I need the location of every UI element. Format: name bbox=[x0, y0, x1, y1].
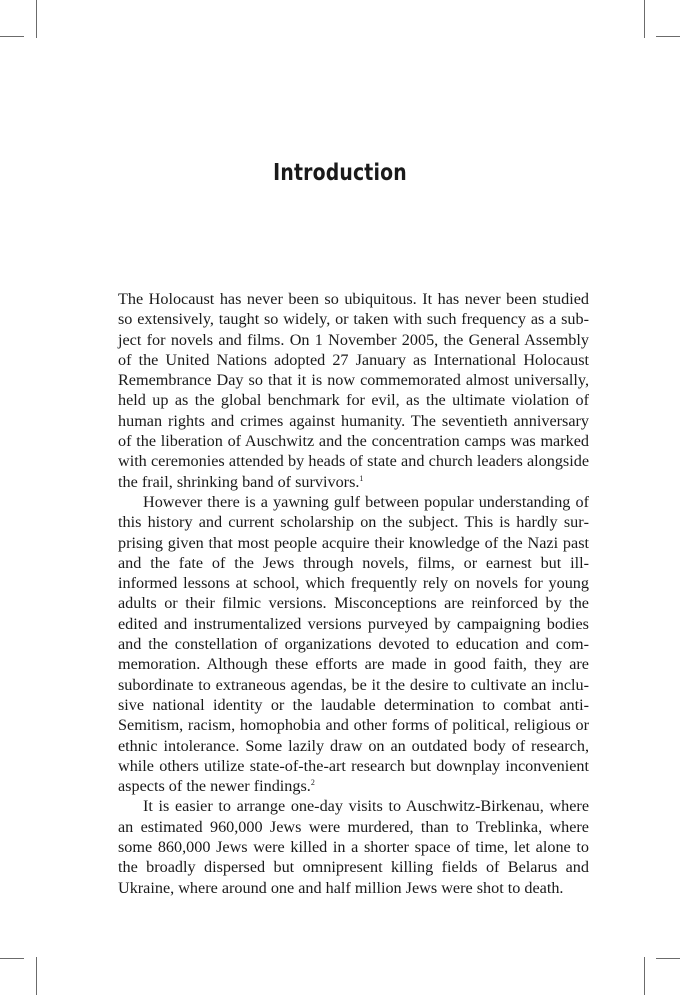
paragraph-3-text: It is easier to arrange one-day visits to Auschwitz-Birkenau, where an estimated 960,000 Jews were murdered, than to Treblinka, where some 860,000 Jews were killed in a shorter space of time, let alone to the broadly dispersed but omnipresent killing fields of Belarus and Ukraine, where around one and half million Jews were shot to death. bbox=[118, 797, 589, 897]
footnote-ref-1[interactable]: 1 bbox=[359, 473, 364, 483]
crop-mark-bottom-right-horizontal bbox=[656, 958, 680, 959]
body-text bbox=[118, 289, 589, 898]
crop-mark-bottom-right bbox=[644, 957, 645, 995]
footnote-ref-2[interactable]: 2 bbox=[310, 778, 315, 788]
paragraph-2-text: However there is a yawning gulf between popular understanding of this history and current scholarship on the subject. This is hardly surprising given that most people acquire their knowledge of the Nazi past and the fate of the Jews through novels, films, or earnest but ill-informed lessons at school, which frequently rely on novels for young adults or their filmic versions. Misconceptions are reinforced by the edited and instrumentalized versions purveyed by campaigning bodies and the constellation of organizations devoted to education and commemoration. Although these efforts are made in good faith, they are subordinate to extraneous agendas, be it the desire to cultivate an inclusive national identity or the laudable determination to combat anti-Semitism, racism, homophobia and other forms of political, religious or ethnic intolerance. Some lazily draw on an outdated body of research, while others utilize state-of-the-art research but downplay inconvenient aspects of the newer findings. bbox=[118, 492, 589, 796]
paragraph-2 bbox=[118, 492, 589, 796]
chapter-title: Introduction bbox=[273, 160, 407, 186]
paragraph-3 bbox=[118, 796, 589, 897]
crop-mark-top-right bbox=[644, 0, 645, 38]
crop-mark-top-left-horizontal bbox=[0, 36, 24, 37]
paragraph-1-text: The Holocaust has never been so ubiquitous. It has never been studied so extensively, taught so widely, or taken with such frequency as a subject for novels and films. On 1 November 2005, the General Assembly of the United Nations adopted 27 January as International Holocaust Remembrance Day so that it is now commemorated almost universally, held up as the global benchmark for evil, as the ultimate violation of human rights and crimes against humanity. The seventieth anniversary of the liberation of Auschwitz and the concentration camps was marked with ceremonies attended by heads of state and church leaders alongside the frail, shrinking band of survivors. bbox=[118, 290, 589, 491]
crop-mark-top-left bbox=[36, 0, 37, 38]
crop-mark-bottom-left-horizontal bbox=[0, 958, 24, 959]
paragraph-1 bbox=[118, 289, 589, 492]
crop-mark-top-right-horizontal bbox=[656, 36, 680, 37]
crop-mark-bottom-left bbox=[36, 957, 37, 995]
